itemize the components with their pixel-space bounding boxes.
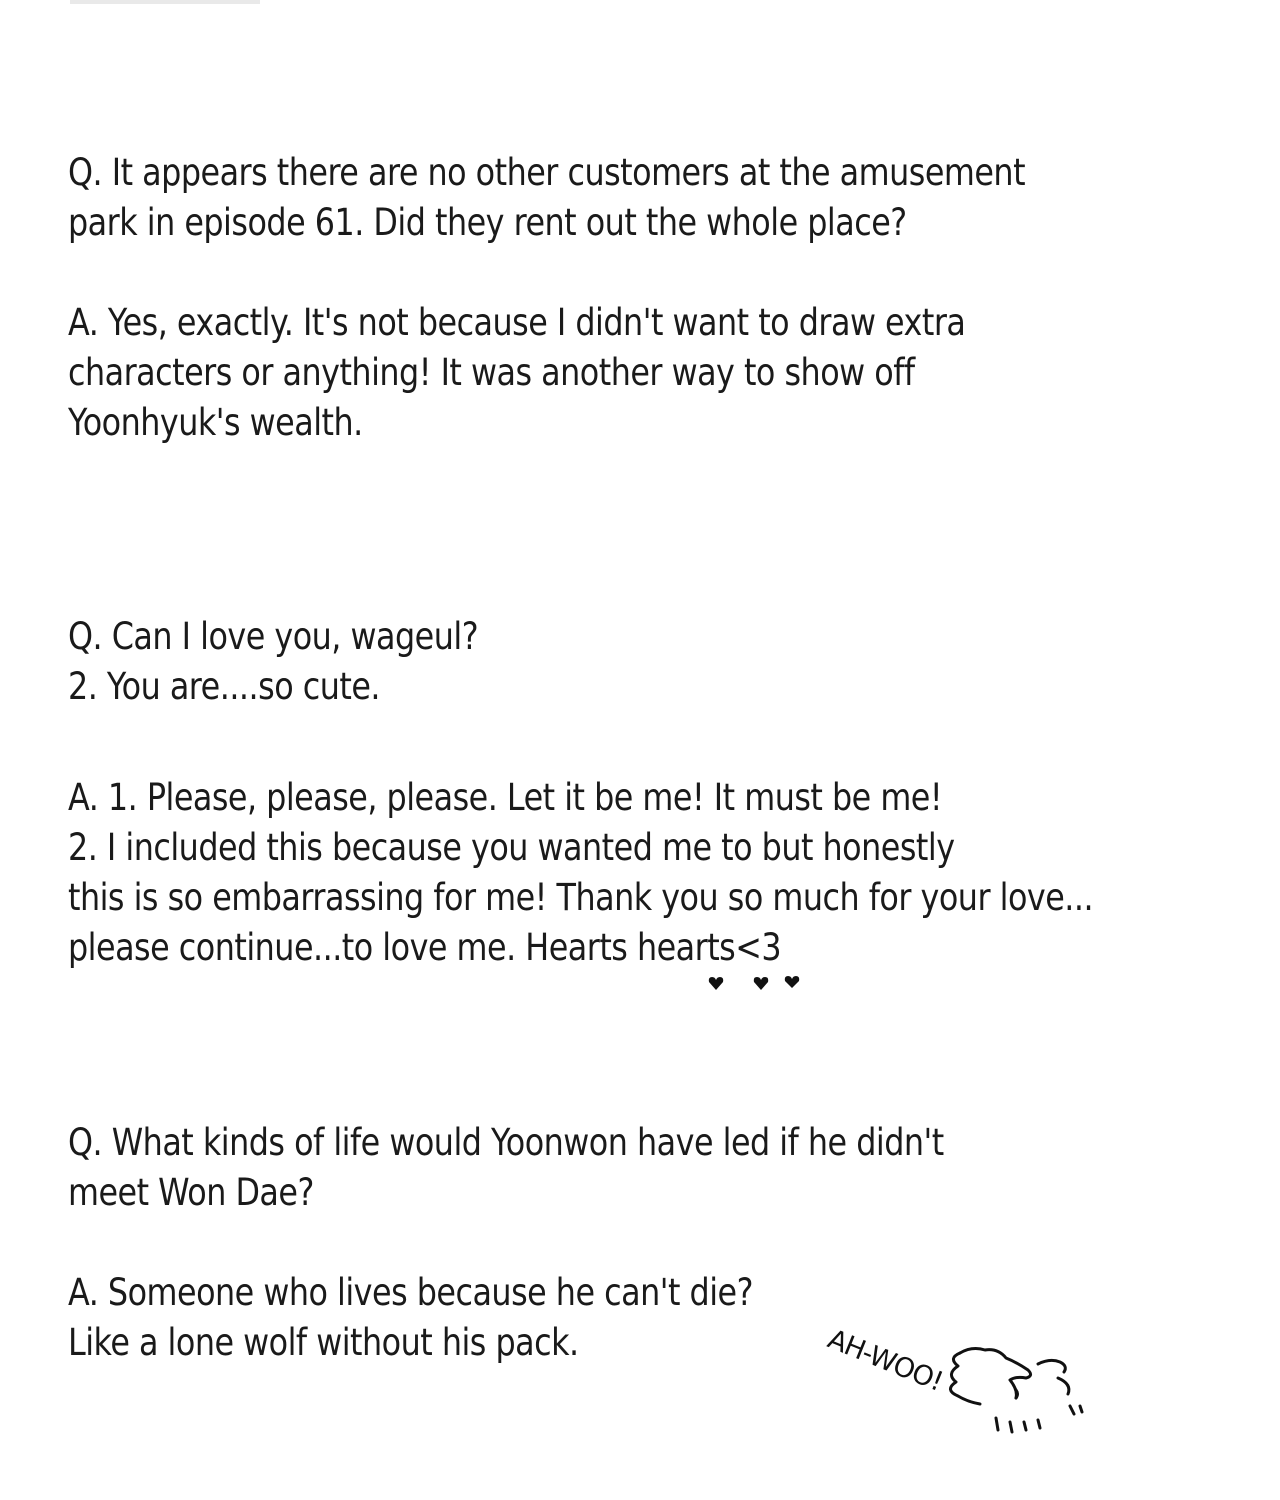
answer-2 [68, 773, 1248, 973]
howl-text: AH-WOO! [823, 1323, 947, 1398]
top-edge-artifact [70, 0, 260, 4]
answer-3-line-2: Like a lone wolf without his pack. [68, 1321, 579, 1364]
question-1-line-1: Q. It appears there are no other customers at the amusement [68, 151, 1026, 194]
question-3 [68, 1118, 1248, 1218]
answer-1 [68, 298, 1248, 448]
question-3-line-2: meet Won Dae? [68, 1171, 314, 1214]
answer-1-line-2: characters or anything! It was another way to show off [68, 351, 915, 394]
answer-2-line-2: 2. I included this because you wanted me to but honestly [68, 826, 955, 869]
question-1 [68, 148, 1248, 248]
question-2-line-1: Q. Can I love you, wageul? [68, 615, 479, 658]
question-1-line-2: park in episode 61. Did they rent out the whole place? [68, 201, 907, 244]
answer-1-line-1: A. Yes, exactly. It's not because I didn't want to draw extra [68, 301, 966, 344]
question-3-line-1: Q. What kinds of life would Yoonwon have led if he didn't [68, 1121, 944, 1164]
answer-2-line-4: please continue...to love me. Hearts hearts<3 [68, 926, 782, 969]
answer-2-line-3: this is so embarrassing for me! Thank you so much for your love... [68, 876, 1094, 919]
answer-1-line-3: Yoonhyuk's wealth. [68, 401, 363, 444]
answer-2-line-1: A. 1. Please, please, please. Let it be me! It must be me! [68, 776, 943, 819]
question-2 [68, 612, 1248, 712]
question-2-line-2: 2. You are....so cute. [68, 665, 380, 708]
three-small-hearts-icon [706, 974, 806, 994]
heart-icon [754, 977, 768, 990]
heart-icon [785, 976, 799, 988]
howling-wolf-doodle [820, 1318, 1100, 1448]
howling-wolf-icon [950, 1349, 1082, 1432]
heart-icon [709, 977, 723, 990]
answer-3-line-1: A. Someone who lives because he can't die? [68, 1271, 753, 1314]
